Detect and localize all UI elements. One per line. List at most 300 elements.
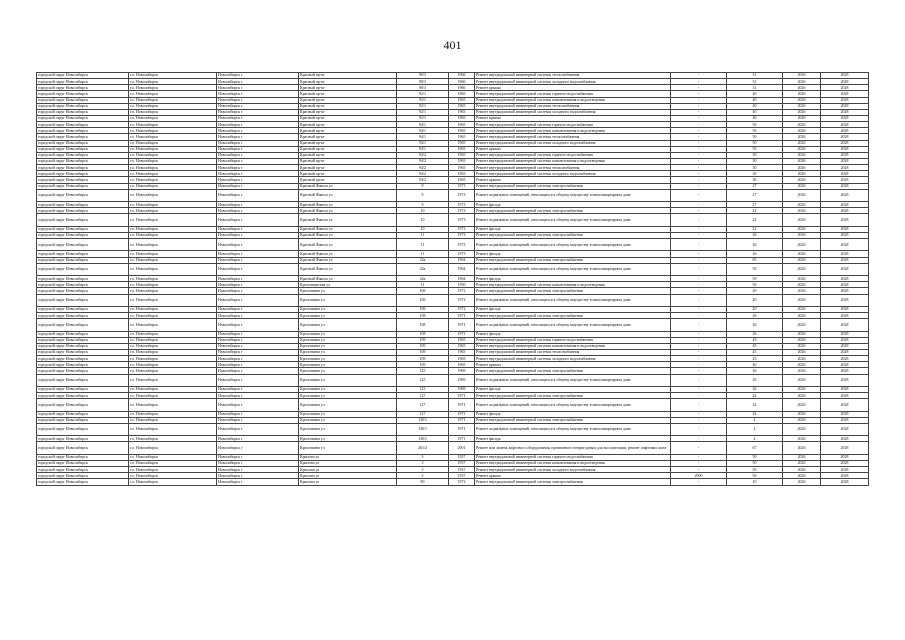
cell-year: 1965 [449,115,475,121]
cell-house: 11 [397,239,449,251]
cell-year-end: 2028 [821,146,869,152]
cell-street: Кропоткина ул [299,294,397,306]
table-row [37,479,869,485]
cell-work-type: Ремонт внутридомовой инженерной системы горячего водоснабжения [475,91,671,97]
cell-street: Крылова ул [299,454,397,460]
cell-year-start: 2026 [783,276,821,282]
cell-value: 59 [727,276,783,282]
cell-value: 26 [727,313,783,319]
cell-cost: - [671,337,727,343]
cell-district: городской округ Новосибирск [37,226,129,232]
cell-value: 67 [727,442,783,454]
cell-year-end: 2028 [821,263,869,275]
cell-cost: - [671,423,727,435]
cell-city: Новосибирск г [217,208,299,214]
cell-year-start: 2026 [783,251,821,257]
cell-value: 27 [727,183,783,189]
cell-year-end: 2028 [821,79,869,85]
cell-work-type: Ремонт внутридомовой инженерной системы канализования и водоотведения [475,128,671,134]
cell-year: 1965 [449,122,475,128]
cell-year: 1965 [449,349,475,355]
cell-house: 125 [397,386,449,392]
cell-work-type: Ремонт подвальных помещений, относящихся к общему имуществу в многоквартирном доме [475,319,671,331]
cell-year-end: 2028 [821,337,869,343]
cell-house: 94/2 [397,152,449,158]
cell-year-end: 2028 [821,189,869,201]
cell-year: 1965 [449,337,475,343]
cell-municipality: г.о. Новосибирск [129,202,217,208]
cell-city: Новосибирск г [217,177,299,183]
cell-municipality: г.о. Новосибирск [129,128,217,134]
cell-cost: - [671,442,727,454]
cell-year: 1966 [449,73,475,79]
cell-year-end: 2028 [821,306,869,312]
cell-city: Новосибирск г [217,251,299,257]
cell-value: 24 [727,399,783,411]
cell-cost: - [671,73,727,79]
cell-value: 20 [727,288,783,294]
cell-house: 109 [397,356,449,362]
cell-cost: - [671,368,727,374]
cell-work-type: Ремонт внутридомовой инженерной системы теплоснабжения [475,73,671,79]
cell-year: 1971 [449,411,475,417]
cell-year-start: 2026 [783,386,821,392]
cell-street: Красный пр-кт [299,91,397,97]
cell-street: Кропоткина ул [299,337,397,343]
cell-year-start: 2026 [783,171,821,177]
cell-value: 50 [727,146,783,152]
cell-work-type: Ремонт подвальных помещений, относящихся к общему имуществу в многоквартирном доме [475,399,671,411]
cell-work-type: Ремонт подвальных помещений, относящихся к общему имуществу в многоквартирном доме [475,294,671,306]
cell-year-start: 2026 [783,226,821,232]
cell-year-end: 2028 [821,226,869,232]
cell-year: 1971 [449,399,475,411]
cell-cost: - [671,103,727,109]
cell-year-start: 2026 [783,158,821,164]
cell-city: Новосибирск г [217,423,299,435]
cell-year-end: 2028 [821,85,869,91]
cell-year-start: 2026 [783,232,821,238]
cell-year: 1971 [449,436,475,442]
cell-year-start: 2026 [783,140,821,146]
cell-cost: - [671,202,727,208]
cell-value: 50 [727,460,783,466]
cell-value: 65 [727,257,783,263]
cell-municipality: г.о. Новосибирск [129,473,217,479]
cell-year-start: 2026 [783,368,821,374]
cell-district: городской округ Новосибирск [37,417,129,423]
cell-house: 125 [397,368,449,374]
cell-street: Красный пр-кт [299,115,397,121]
cell-district: городской округ Новосибирск [37,115,129,121]
cell-city: Новосибирск г [217,158,299,164]
cell-work-type: Ремонт внутридомовой инженерной системы электроснабжения [475,183,671,189]
cell-cost: - [671,232,727,238]
cell-year-start: 2026 [783,306,821,312]
cell-house: 106 [397,306,449,312]
cell-year: 1937 [449,460,475,466]
cell-house: 10 [397,214,449,226]
cell-work-type: Ремонт фасада [475,276,671,282]
cell-work-type: Ремонт фасада [475,251,671,257]
cell-house: 94/2 [397,158,449,164]
cell-cost: 2900 [671,473,727,479]
cell-year: 1972 [449,306,475,312]
table-row [37,423,869,435]
cell-year-start: 2026 [783,343,821,349]
cell-street: Красный пр-кт [299,158,397,164]
cell-year: 1973 [449,208,475,214]
cell-street: Кропоткина ул [299,399,397,411]
cell-cost: - [671,343,727,349]
cell-cost: - [671,128,727,134]
cell-work-type: Ремонт внутридомовой инженерной системы холодного водоснабжения [475,171,671,177]
cell-district: городской округ Новосибирск [37,165,129,171]
cell-municipality: г.о. Новосибирск [129,282,217,288]
cell-value: 31 [727,79,783,85]
cell-year-start: 2026 [783,109,821,115]
cell-work-type: Ремонт крыши [475,473,671,479]
cell-city: Новосибирск г [217,115,299,121]
cell-cost: - [671,208,727,214]
cell-street: Красный пр-кт [299,103,397,109]
cell-year-start: 2026 [783,313,821,319]
cell-work-type: Ремонт внутридомовой инженерной системы холодного водоснабжения [475,356,671,362]
cell-value: 30 [727,177,783,183]
cell-year-end: 2028 [821,473,869,479]
cell-city: Новосибирск г [217,362,299,368]
cell-year-start: 2026 [783,337,821,343]
cell-cost: - [671,239,727,251]
cell-value: 22 [727,208,783,214]
cell-cost: - [671,306,727,312]
cell-work-type: Ремонт внутридомовой инженерной системы электроснабжения [475,368,671,374]
cell-municipality: г.о. Новосибирск [129,374,217,386]
cell-district: городской округ Новосибирск [37,343,129,349]
cell-year: 1971 [449,313,475,319]
cell-district: городской округ Новосибирск [37,337,129,343]
cell-house: 11 [397,251,449,257]
cell-house: 109 [397,343,449,349]
cell-value: 4 [727,423,783,435]
cell-work-type: Ремонт внутридомовой инженерной системы горячего водоснабжения [475,337,671,343]
cell-district: городской округ Новосибирск [37,263,129,275]
table-row [37,189,869,201]
cell-work-type: Ремонт внутридомовой инженерной системы электроснабжения [475,208,671,214]
cell-value: 26 [727,251,783,257]
cell-value: 45 [727,343,783,349]
table-row [37,442,869,454]
cell-year: 1965 [449,152,475,158]
cell-year-end: 2028 [821,411,869,417]
cell-city: Новосибирск г [217,442,299,454]
cell-house: 94/1 [397,146,449,152]
cell-district: городской округ Новосибирск [37,97,129,103]
cell-city: Новосибирск г [217,263,299,275]
cell-district: городской округ Новосибирск [37,356,129,362]
cell-street: Крылова ул [299,473,397,479]
cell-district: городской округ Новосибирск [37,140,129,146]
cell-street: Красный пр-кт [299,122,397,128]
cell-year-end: 2028 [821,294,869,306]
cell-cost: - [671,140,727,146]
cell-value: 26 [727,331,783,337]
cell-year-end: 2028 [821,183,869,189]
cell-value: 50 [727,134,783,140]
cell-cost: - [671,79,727,85]
cell-value: 40 [727,97,783,103]
cell-cost: - [671,313,727,319]
cell-city: Новосибирск г [217,97,299,103]
cell-year: 1972 [449,294,475,306]
cell-house: 10 [397,226,449,232]
cell-year-start: 2026 [783,467,821,473]
cell-cost: - [671,467,727,473]
cell-work-type: Ремонт крыши [475,362,671,368]
cell-cost: - [671,134,727,140]
cell-year-start: 2026 [783,417,821,423]
cell-city: Новосибирск г [217,349,299,355]
cell-work-type: Ремонт фасада [475,411,671,417]
table-row [37,239,869,251]
cell-district: городской округ Новосибирск [37,109,129,115]
cell-year-end: 2028 [821,454,869,460]
cell-district: городской округ Новосибирск [37,362,129,368]
cell-value: 40 [727,115,783,121]
cell-municipality: г.о. Новосибирск [129,214,217,226]
cell-work-type: Ремонт фасада [475,226,671,232]
cell-house: 94/1 [397,122,449,128]
cell-year: 1965 [449,356,475,362]
cell-district: городской округ Новосибирск [37,423,129,435]
cell-year: 1971 [449,393,475,399]
cell-municipality: г.о. Новосибирск [129,417,217,423]
cell-street: Красный пр-кт [299,177,397,183]
cell-house: 94/1 [397,134,449,140]
cell-municipality: г.о. Новосибирск [129,232,217,238]
cell-district: городской округ Новосибирск [37,214,129,226]
cell-cost: - [671,189,727,201]
cell-district: городской округ Новосибирск [37,208,129,214]
cell-house: 9 [397,189,449,201]
cell-house: 90/3 [397,79,449,85]
cell-municipality: г.о. Новосибирск [129,140,217,146]
cell-cost: - [671,97,727,103]
cell-year-start: 2026 [783,79,821,85]
cell-work-type: Ремонт внутридомовой инженерной системы канализования и водоотведения [475,343,671,349]
cell-street: Крылова ул [299,460,397,466]
cell-work-type: Ремонт внутридомовой инженерной системы теплоснабжения [475,165,671,171]
cell-year: 1973 [449,189,475,201]
cell-house: 106 [397,288,449,294]
cell-city: Новосибирск г [217,171,299,177]
cell-cost: - [671,276,727,282]
cell-year: 2001 [449,442,475,454]
cell-year-start: 2026 [783,239,821,251]
cell-year-end: 2028 [821,239,869,251]
cell-work-type: Ремонт подвальных помещений, относящихся к общему имуществу в многоквартирном доме [475,374,671,386]
cell-city: Новосибирск г [217,479,299,485]
cell-street: Красный Факела ул [299,257,397,263]
cell-district: городской округ Новосибирск [37,202,129,208]
cell-street: Кропоткина ул [299,386,397,392]
cell-municipality: г.о. Новосибирск [129,189,217,201]
cell-house: 92/1 [397,115,449,121]
cell-value: 31 [727,85,783,91]
cell-cost: - [671,356,727,362]
cell-year-start: 2026 [783,73,821,79]
cell-cost: - [671,282,727,288]
cell-street: Крылова ул [299,467,397,473]
cell-street: Кропоткина ул [299,423,397,435]
cell-city: Новосибирск г [217,152,299,158]
cell-year-end: 2028 [821,386,869,392]
cell-year-end: 2028 [821,399,869,411]
cell-year: 1973 [449,239,475,251]
cell-year-start: 2026 [783,122,821,128]
cell-district: городской округ Новосибирск [37,473,129,479]
cell-district: городской округ Новосибирск [37,189,129,201]
cell-street: Красный пр-кт [299,171,397,177]
cell-year-end: 2028 [821,288,869,294]
cell-street: Кропоткина ул [299,374,397,386]
cell-year: 1965 [449,146,475,152]
cell-year-start: 2026 [783,202,821,208]
cell-value: 24 [727,411,783,417]
cell-year-start: 2026 [783,183,821,189]
cell-city: Новосибирск г [217,343,299,349]
cell-year-end: 2028 [821,423,869,435]
cell-street: Кропоткина ул [299,288,397,294]
cell-district: городской округ Новосибирск [37,467,129,473]
cell-work-type: Ремонт внутридомовой инженерной системы холодного водоснабжения [475,467,671,473]
cell-year-end: 2028 [821,349,869,355]
cell-district: городской округ Новосибирск [37,319,129,331]
cell-year: 1965 [449,97,475,103]
cell-value: 26 [727,319,783,331]
cell-work-type: Ремонт подвальных помещений, относящихся к общему имуществу в многоквартирном доме [475,263,671,275]
cell-year-start: 2026 [783,356,821,362]
cell-year-end: 2028 [821,442,869,454]
cell-work-type: Ремонт внутридомовой инженерной системы холодного водоснабжения [475,109,671,115]
cell-year-end: 2028 [821,214,869,226]
cell-year: 1969 [449,368,475,374]
cell-municipality: г.о. Новосибирск [129,313,217,319]
cell-value: 20 [727,294,783,306]
cell-year: 1965 [449,140,475,146]
cell-year-end: 2028 [821,165,869,171]
cell-district: городской округ Новосибирск [37,232,129,238]
cell-municipality: г.о. Новосибирск [129,467,217,473]
table-row [37,319,869,331]
cell-year-start: 2026 [783,362,821,368]
cell-value: 27 [727,189,783,201]
cell-city: Новосибирск г [217,374,299,386]
cell-year-start: 2026 [783,282,821,288]
cell-value: 50 [727,467,783,473]
cell-city: Новосибирск г [217,386,299,392]
cell-cost: - [671,386,727,392]
cell-year-start: 2026 [783,349,821,355]
cell-city: Новосибирск г [217,393,299,399]
cell-house: 94/1 [397,128,449,134]
cell-municipality: г.о. Новосибирск [129,158,217,164]
cell-year: 1965 [449,109,475,115]
cell-year-end: 2028 [821,331,869,337]
cell-work-type: Ремонт фасада [475,436,671,442]
cell-municipality: г.о. Новосибирск [129,183,217,189]
cell-value: 30 [727,165,783,171]
cell-municipality: г.о. Новосибирск [129,239,217,251]
cell-city: Новосибирск г [217,288,299,294]
cell-work-type: Ремонт внутридомовой инженерной системы электроснабжения [475,479,671,485]
cell-municipality: г.о. Новосибирск [129,399,217,411]
cell-house: 80 [397,479,449,485]
cell-year: 1937 [449,473,475,479]
cell-district: городской округ Новосибирск [37,374,129,386]
cell-year: 1950 [449,282,475,288]
cell-district: городской округ Новосибирск [37,85,129,91]
cell-work-type: Ремонт внутридомовой инженерной системы теплоснабжения [475,103,671,109]
cell-work-type: Ремонт крыши [475,85,671,91]
cell-district: городской округ Новосибирск [37,479,129,485]
cell-value: 27 [727,202,783,208]
cell-work-type: Ремонт внутридомовой инженерной системы электроснабжения [475,393,671,399]
cell-city: Новосибирск г [217,306,299,312]
cell-street: Красный Факела ул [299,189,397,201]
cell-year: 1973 [449,214,475,226]
cell-city: Новосибирск г [217,140,299,146]
cell-district: городской округ Новосибирск [37,134,129,140]
cell-district: городской округ Новосибирск [37,386,129,392]
cell-municipality: г.о. Новосибирск [129,362,217,368]
cell-street: Красный пр-кт [299,79,397,85]
cell-work-type: Ремонт фасада [475,386,671,392]
cell-year-start: 2026 [783,97,821,103]
cell-city: Новосибирск г [217,103,299,109]
cell-year-start: 2026 [783,423,821,435]
cell-street: Красный Факела ул [299,251,397,257]
cell-value: 26 [727,368,783,374]
cell-cost: - [671,226,727,232]
cell-work-type: Ремонт внутридомовой инженерной системы канализования и водоотведения [475,158,671,164]
cell-year: 1965 [449,128,475,134]
cell-municipality: г.о. Новосибирск [129,165,217,171]
cell-work-type: Ремонт фасада [475,202,671,208]
cell-district: городской округ Новосибирск [37,91,129,97]
cell-district: городской округ Новосибирск [37,306,129,312]
cell-year-end: 2028 [821,91,869,97]
cell-district: городской округ Новосибирск [37,79,129,85]
cell-value: 50 [727,473,783,479]
cell-street: Кропоткина ул [299,442,397,454]
cell-street: Красный пр-кт [299,73,397,79]
cell-cost: - [671,263,727,275]
cell-district: городской округ Новосибирск [37,393,129,399]
cell-year: 1973 [449,183,475,189]
cell-city: Новосибирск г [217,189,299,201]
cell-value: 40 [727,103,783,109]
cell-year-start: 2026 [783,128,821,134]
cell-work-type: Ремонт внутридомовой инженерной системы электроснабжения [475,257,671,263]
cell-work-type: Ремонт крыши [475,146,671,152]
cell-value: 26 [727,386,783,392]
cell-cost: - [671,214,727,226]
cell-house: 24а [397,263,449,275]
cell-city: Новосибирск г [217,319,299,331]
cell-district: городской округ Новосибирск [37,152,129,158]
cell-house: 130/1 [397,423,449,435]
